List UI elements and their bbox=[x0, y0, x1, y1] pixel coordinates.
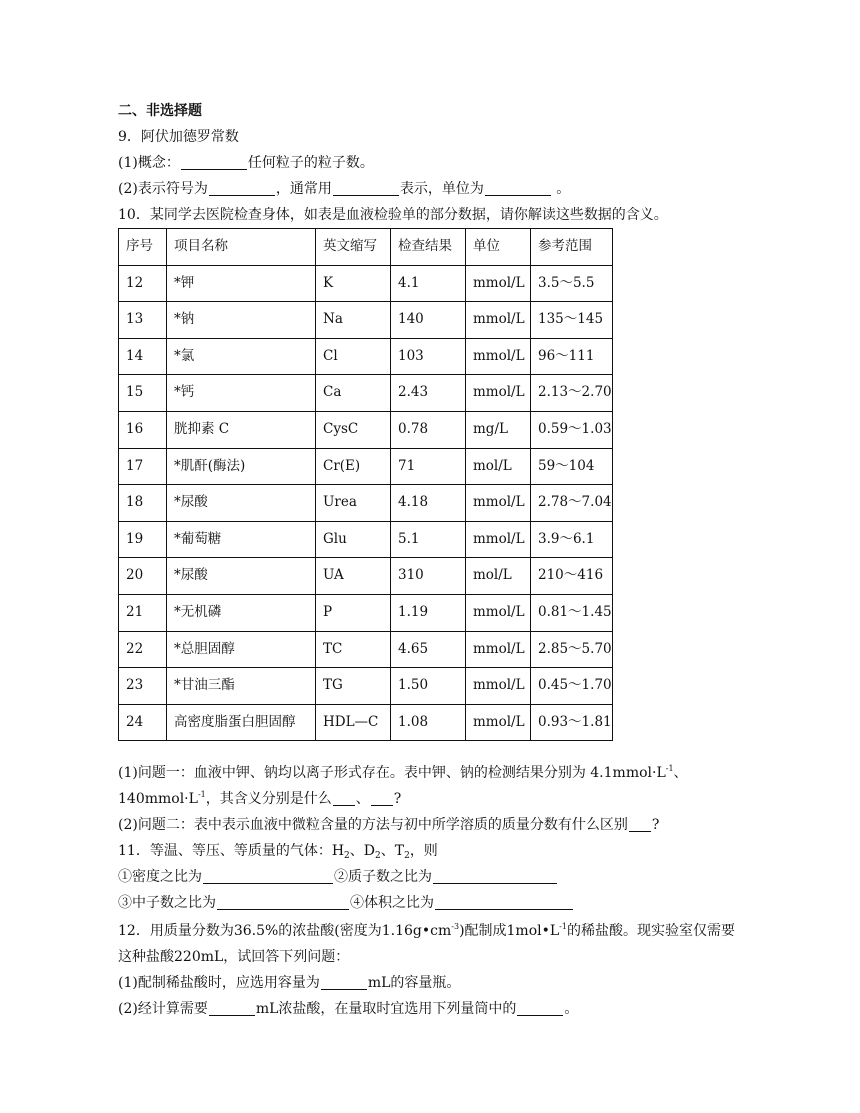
cell-col-unit: mmol/L bbox=[466, 338, 531, 375]
q11-title-c: 、T bbox=[380, 843, 405, 860]
q10-p2-text-a: (2)问题二：表中表示血液中微粒含量的方法与初中所学溶质的质量分数有什么区别 bbox=[118, 817, 628, 834]
q10-blank-1[interactable] bbox=[333, 789, 355, 806]
q11-proton-label: ②质子数之比为 bbox=[334, 869, 432, 886]
q9-p2-prefix: (2)表示符号为 bbox=[118, 181, 208, 197]
cell-col-item: *氯 bbox=[167, 338, 316, 375]
cell-col-seq: 17 bbox=[119, 448, 167, 485]
table-row bbox=[119, 485, 613, 522]
cell-col-abbr: Ca bbox=[316, 375, 391, 412]
header-col-unit: 单位 bbox=[466, 229, 531, 266]
cell-col-abbr: Glu bbox=[316, 521, 391, 558]
q11-title bbox=[118, 838, 758, 864]
cell-col-seq: 15 bbox=[119, 375, 167, 412]
worksheet bbox=[118, 98, 758, 1022]
cell-col-unit: mmol/L bbox=[466, 302, 531, 339]
cell-col-item: *葡萄糖 bbox=[167, 521, 316, 558]
cell-col-seq: 19 bbox=[119, 521, 167, 558]
q12-l1-a: 12．用质量分数为36.5%的浓盐酸(密度为1.16g•cm bbox=[118, 923, 452, 940]
cell-col-range: 3.9～6.1 bbox=[531, 521, 613, 558]
cell-col-unit: mmol/L bbox=[466, 521, 531, 558]
q12-blank-3[interactable] bbox=[517, 999, 563, 1016]
q11-title-b: 、D bbox=[349, 843, 375, 860]
cell-col-seq: 20 bbox=[119, 558, 167, 595]
cell-col-abbr: P bbox=[316, 594, 391, 631]
header-col-result: 检查结果 bbox=[391, 229, 466, 266]
cell-col-result: 4.65 bbox=[391, 631, 466, 668]
cell-col-result: 4.18 bbox=[391, 485, 466, 522]
q9-blank-3[interactable] bbox=[333, 179, 399, 196]
cell-col-seq: 18 bbox=[119, 485, 167, 522]
table-row bbox=[119, 448, 613, 485]
q12-sup-2: -1 bbox=[559, 922, 567, 932]
q9-p2-mid1: ，通常用 bbox=[275, 181, 332, 197]
cell-col-item: 胱抑素 C bbox=[167, 411, 316, 448]
cell-col-range: 2.85～5.70 bbox=[531, 631, 613, 668]
header-col-item: 项目名称 bbox=[167, 229, 316, 266]
table-header-row bbox=[119, 229, 613, 266]
cell-col-unit: mol/L bbox=[466, 448, 531, 485]
q12-p1-b: mL的容量瓶。 bbox=[367, 975, 461, 992]
q10-p1-text-b: 、 bbox=[673, 765, 688, 782]
q12-title-line1 bbox=[118, 918, 758, 944]
q11-title-d: ，则 bbox=[409, 843, 438, 860]
header-col-seq: 序号 bbox=[119, 229, 167, 266]
cell-col-range: 96～111 bbox=[531, 338, 613, 375]
cell-col-range: 59～104 bbox=[531, 448, 613, 485]
q11-blank-proton[interactable] bbox=[433, 867, 557, 884]
table-row bbox=[119, 594, 613, 631]
section-title: 二、非选择题 bbox=[118, 103, 202, 119]
header-col-abbr: 英文缩写 bbox=[316, 229, 391, 266]
cell-col-range: 2.78～7.04 bbox=[531, 485, 613, 522]
q10-part1-line2 bbox=[118, 786, 758, 812]
cell-col-abbr: Cl bbox=[316, 338, 391, 375]
cell-col-seq: 24 bbox=[119, 704, 167, 741]
cell-col-unit: mmol/L bbox=[466, 631, 531, 668]
cell-col-abbr: TC bbox=[316, 631, 391, 668]
cell-col-result: 2.43 bbox=[391, 375, 466, 412]
cell-col-seq: 13 bbox=[119, 302, 167, 339]
q10-part1-line1 bbox=[118, 760, 758, 786]
cell-col-range: 0.93～1.81 bbox=[531, 704, 613, 741]
cell-col-abbr: Cr(E) bbox=[316, 448, 391, 485]
cell-col-unit: mol/L bbox=[466, 558, 531, 595]
cell-col-result: 1.08 bbox=[391, 704, 466, 741]
cell-col-result: 1.19 bbox=[391, 594, 466, 631]
cell-col-seq: 14 bbox=[119, 338, 167, 375]
q10-blank-3[interactable] bbox=[629, 815, 651, 832]
cell-col-unit: mmol/L bbox=[466, 375, 531, 412]
cell-col-item: *肌酐(酶法) bbox=[167, 448, 316, 485]
cell-col-seq: 16 bbox=[119, 411, 167, 448]
cell-col-item: *尿酸 bbox=[167, 485, 316, 522]
q12-part1 bbox=[118, 970, 758, 996]
q10-blank-2[interactable] bbox=[371, 789, 393, 806]
q11-row1 bbox=[118, 864, 758, 890]
q11-title-a: 11．等温、等压、等质量的气体：H bbox=[118, 843, 345, 860]
q9-blank-2[interactable] bbox=[209, 179, 275, 196]
q12-p2-b: mL浓盐酸，在量取时宜选用下列量筒中的 bbox=[255, 1001, 517, 1018]
cell-col-result: 71 bbox=[391, 448, 466, 485]
q10-p1-text-a: (1)问题一：血液中钾、钠均以离子形式存在。表中钾、钠的检测结果分别为 4.1mmol·L bbox=[118, 765, 666, 782]
cell-col-item: *甘油三酯 bbox=[167, 668, 316, 705]
q10-p1-text-d: ，其含义分别是什么 bbox=[205, 791, 332, 808]
cell-col-abbr: HDL—C bbox=[316, 704, 391, 741]
table-row bbox=[119, 521, 613, 558]
q9-blank-4[interactable] bbox=[485, 179, 551, 196]
q12-part2 bbox=[118, 996, 758, 1022]
cell-col-abbr: K bbox=[316, 265, 391, 302]
cell-col-item: *钙 bbox=[167, 375, 316, 412]
q12-p2-c: 。 bbox=[564, 1001, 579, 1018]
q12-blank-1[interactable] bbox=[321, 973, 367, 990]
cell-col-result: 310 bbox=[391, 558, 466, 595]
cell-col-unit: mmol/L bbox=[466, 594, 531, 631]
q11-sub-d: 2 bbox=[375, 851, 381, 862]
cell-col-range: 3.5～5.5 bbox=[531, 265, 613, 302]
q12-p1-a: (1)配制稀盐酸时，应选用容量为 bbox=[118, 975, 320, 992]
q12-blank-2[interactable] bbox=[209, 999, 255, 1016]
q12-l1-c: 的稀盐酸。现实验室仅需要 bbox=[566, 923, 735, 940]
q9-p1-suffix: 任何粒子的粒子数。 bbox=[247, 155, 374, 171]
q10-title: 10．某同学去医院检查身体，如表是血液检验单的部分数据，请你解读这些数据的含义。 bbox=[118, 207, 668, 223]
q10-p2-text-b: ? bbox=[651, 817, 660, 834]
cell-col-unit: mmol/L bbox=[466, 668, 531, 705]
header-col-range: 参考范围 bbox=[531, 229, 613, 266]
cell-col-unit: mmol/L bbox=[466, 485, 531, 522]
cell-col-unit: mmol/L bbox=[466, 704, 531, 741]
blood-test-table-body bbox=[119, 229, 613, 741]
table-row bbox=[119, 558, 613, 595]
cell-col-range: 135～145 bbox=[531, 302, 613, 339]
table-row bbox=[119, 302, 613, 339]
cell-col-item: *无机磷 bbox=[167, 594, 316, 631]
q11-row2 bbox=[118, 890, 758, 916]
q11-sub-h: 2 bbox=[344, 851, 350, 862]
cell-col-result: 0.78 bbox=[391, 411, 466, 448]
cell-col-seq: 12 bbox=[119, 265, 167, 302]
q11-blank-density[interactable] bbox=[203, 867, 333, 884]
cell-col-abbr: Urea bbox=[316, 485, 391, 522]
q11-sub-t: 2 bbox=[404, 851, 410, 862]
q11-blank-volume[interactable] bbox=[435, 893, 573, 910]
q10-p1-sup-2: -1 bbox=[197, 790, 206, 800]
q9-title: 9．阿伏加德罗常数 bbox=[118, 129, 239, 145]
table-row bbox=[119, 375, 613, 412]
cell-col-abbr: TG bbox=[316, 668, 391, 705]
table-row bbox=[119, 411, 613, 448]
q9-part2 bbox=[118, 176, 758, 202]
q9-blank-1[interactable] bbox=[181, 153, 247, 170]
cell-col-item: 高密度脂蛋白胆固醇 bbox=[167, 704, 316, 741]
cell-col-unit: mg/L bbox=[466, 411, 531, 448]
cell-col-abbr: CysC bbox=[316, 411, 391, 448]
q10-part2 bbox=[118, 812, 758, 838]
cell-col-range: 2.13～2.70 bbox=[531, 375, 613, 412]
q12-sup-1: -3 bbox=[451, 922, 460, 932]
cell-col-range: 0.81～1.45 bbox=[531, 594, 613, 631]
table-row bbox=[119, 631, 613, 668]
cell-col-abbr: UA bbox=[316, 558, 391, 595]
cell-col-item: *钾 bbox=[167, 265, 316, 302]
table-row bbox=[119, 668, 613, 705]
cell-col-seq: 23 bbox=[119, 668, 167, 705]
cell-col-range: 0.59～1.03 bbox=[531, 411, 613, 448]
cell-col-result: 1.50 bbox=[391, 668, 466, 705]
q11-volume-label: ④体积之比为 bbox=[350, 895, 434, 912]
cell-col-result: 5.1 bbox=[391, 521, 466, 558]
q11-neutron-label: ③中子数之比为 bbox=[118, 895, 216, 912]
q10-p1-text-e: 、 bbox=[355, 791, 370, 808]
cell-col-seq: 21 bbox=[119, 594, 167, 631]
q10-p1-sup-1: -1 bbox=[665, 764, 674, 774]
cell-col-result: 4.1 bbox=[391, 265, 466, 302]
cell-col-range: 0.45～1.70 bbox=[531, 668, 613, 705]
cell-col-abbr: Na bbox=[316, 302, 391, 339]
cell-col-unit: mmol/L bbox=[466, 265, 531, 302]
q12-title-line2: 这种盐酸220mL，试回答下列问题： bbox=[118, 949, 350, 966]
cell-col-seq: 22 bbox=[119, 631, 167, 668]
table-row bbox=[119, 338, 613, 375]
table-row bbox=[119, 704, 613, 741]
q9-p2-mid2: 表示，单位为 bbox=[399, 181, 484, 197]
q10-p1-text-c: 140mmol·L bbox=[118, 791, 198, 808]
table-row bbox=[119, 265, 613, 302]
q12-p2-a: (2)经计算需要 bbox=[118, 1001, 208, 1018]
cell-col-result: 140 bbox=[391, 302, 466, 339]
q9-part1 bbox=[118, 150, 758, 176]
q9-p2-suffix: 。 bbox=[551, 181, 571, 197]
cell-col-result: 103 bbox=[391, 338, 466, 375]
cell-col-range: 210～416 bbox=[531, 558, 613, 595]
blood-test-table bbox=[118, 228, 613, 741]
q11-density-label: ①密度之比为 bbox=[118, 869, 202, 886]
cell-col-item: *总胆固醇 bbox=[167, 631, 316, 668]
q11-blank-neutron[interactable] bbox=[217, 893, 349, 910]
cell-col-item: *尿酸 bbox=[167, 558, 316, 595]
q12-l1-b: )配制成1mol•L bbox=[459, 923, 560, 940]
q10-p1-text-f: ? bbox=[393, 791, 402, 808]
q9-p1-prefix: (1)概念： bbox=[118, 155, 180, 171]
cell-col-item: *钠 bbox=[167, 302, 316, 339]
